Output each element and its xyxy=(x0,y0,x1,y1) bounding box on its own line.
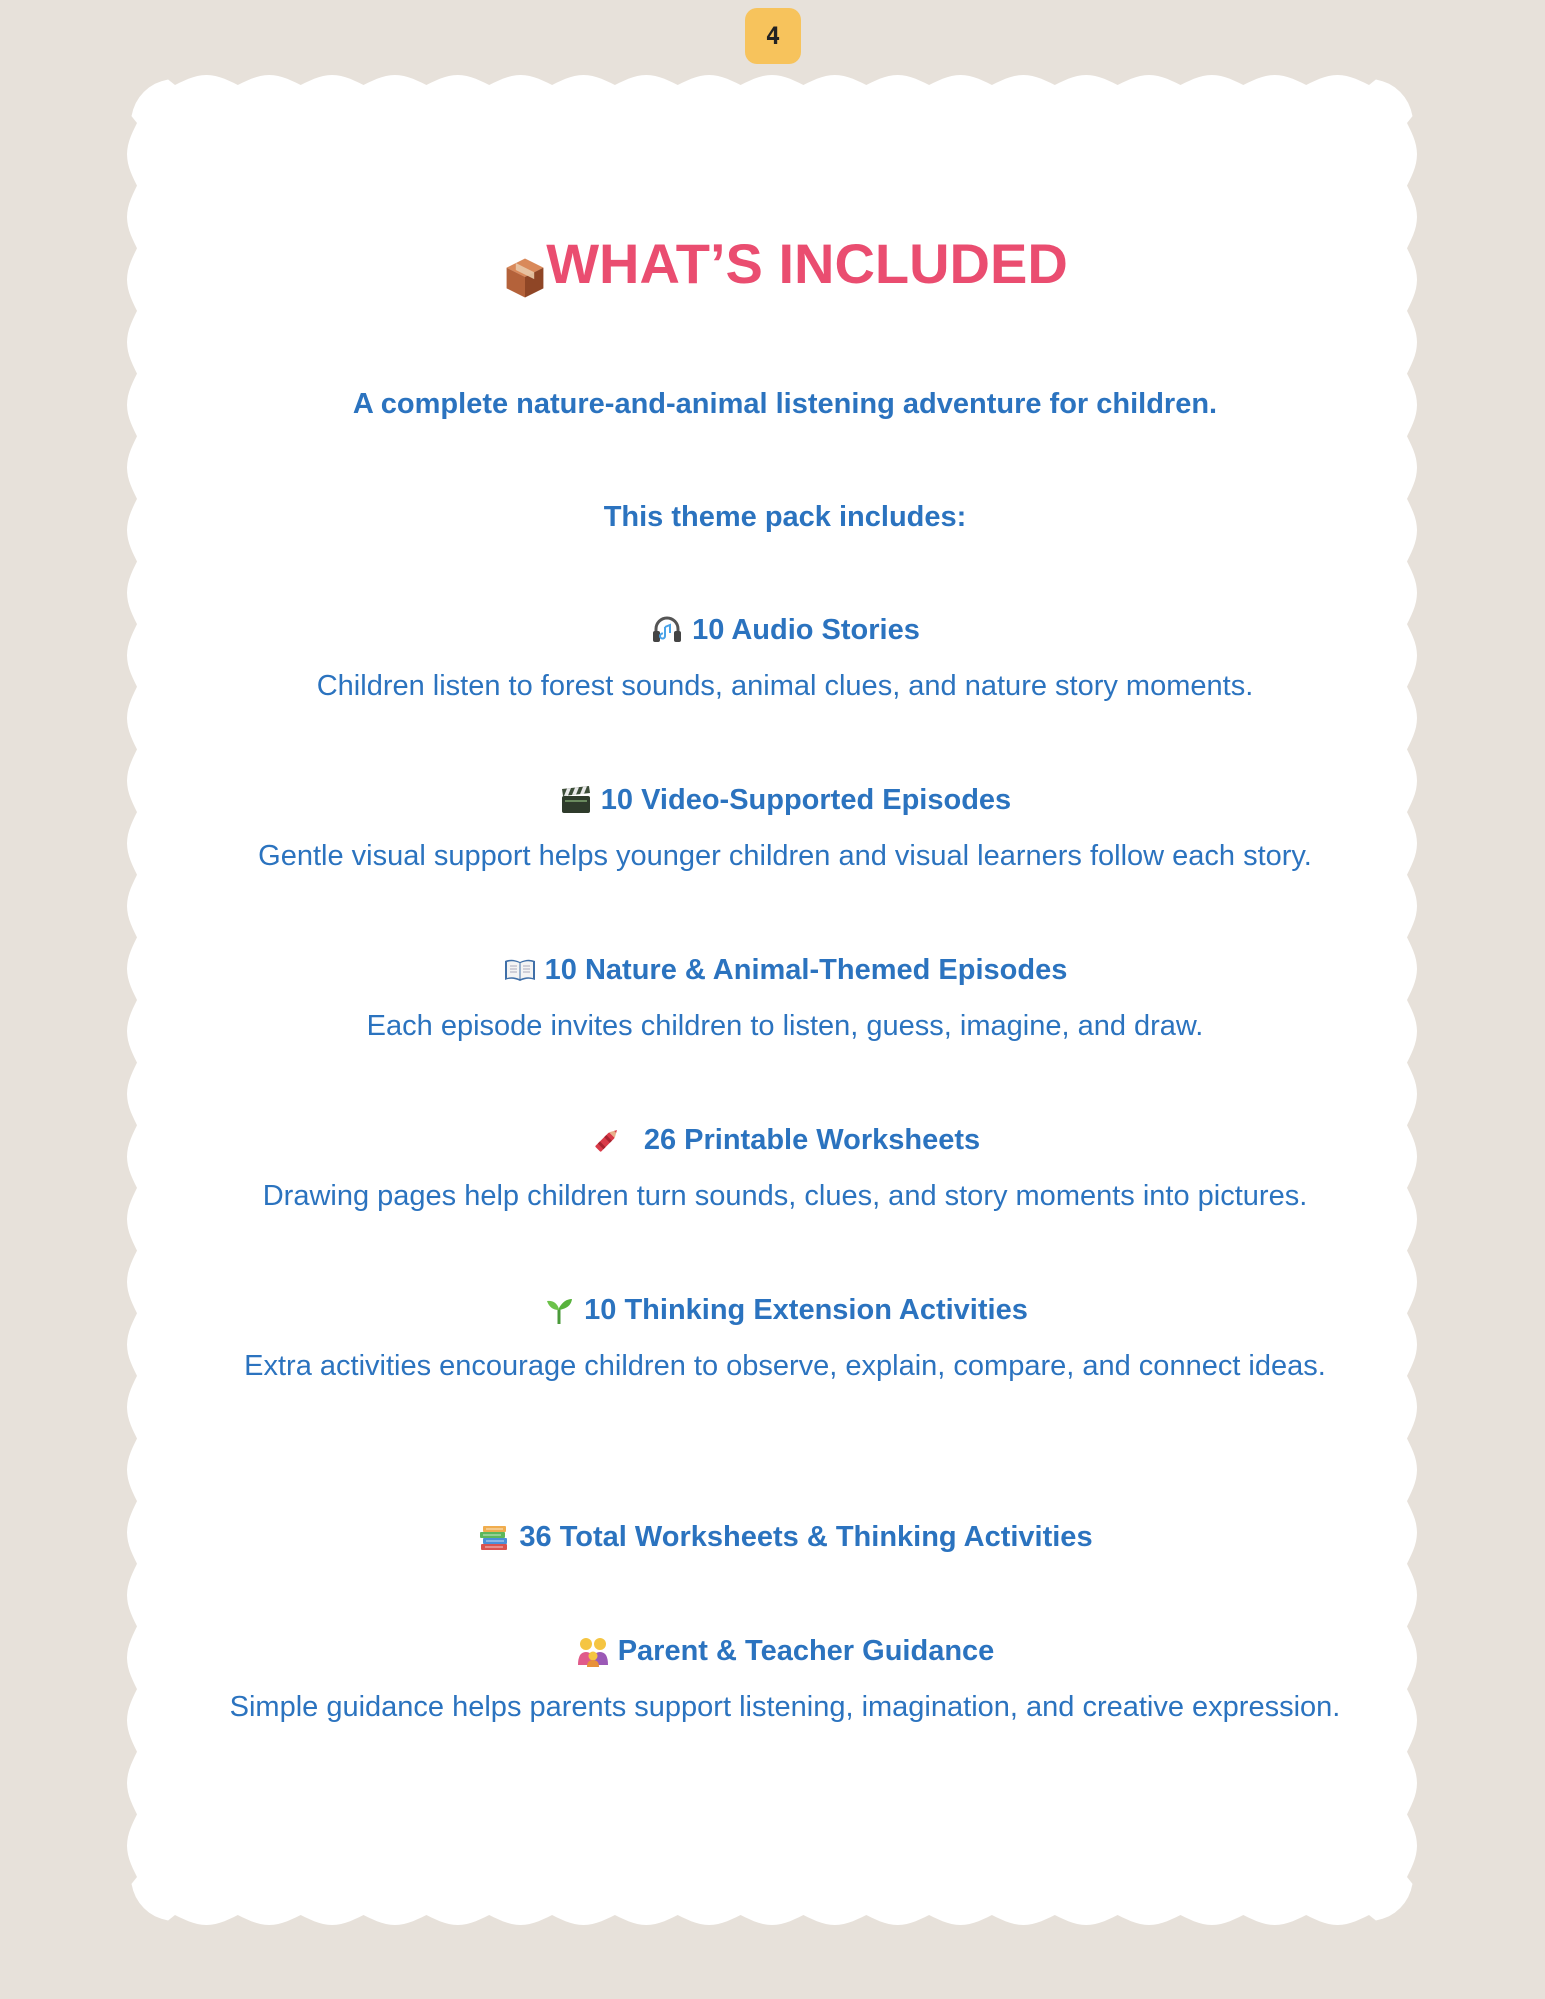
intro-text: A complete nature-and-animal listening adventure for children. xyxy=(352,388,1218,420)
item-description: Drawing pages help children turn sounds, clues, and story moments into pictures. xyxy=(262,1180,1308,1212)
open-book-icon xyxy=(503,953,537,987)
page-number: 4 xyxy=(765,22,781,50)
crayon-icon xyxy=(590,1123,624,1157)
title-text: WHAT’S INCLUDED xyxy=(546,232,1068,295)
page-title xyxy=(160,228,1410,300)
included-item xyxy=(160,1120,1410,1225)
item-description: Each episode invites children to listen, guess, imagine, and draw. xyxy=(366,1010,1204,1042)
item-heading: 36 Total Worksheets & Thinking Activities xyxy=(519,1521,1093,1553)
item-description: Extra activities encourage children to observe, explain, compare, and connect ideas. xyxy=(244,1350,1326,1382)
item-heading: 10 Nature & Animal-Themed Episodes xyxy=(544,954,1068,986)
item-description: Children listen to forest sounds, animal clues, and nature story moments. xyxy=(316,670,1254,702)
clapper-board-icon xyxy=(559,783,593,817)
family-icon xyxy=(576,1634,610,1668)
item-heading: 10 Video-Supported Episodes xyxy=(600,784,1012,816)
included-item xyxy=(160,610,1410,715)
item-description: Gentle visual support helps younger children and visual learners follow each story. xyxy=(258,840,1312,872)
included-item xyxy=(160,1290,1410,1395)
item-heading: Parent & Teacher Guidance xyxy=(617,1635,995,1667)
package-icon xyxy=(502,255,536,289)
seedling-icon xyxy=(542,1293,576,1327)
included-item xyxy=(160,950,1410,1055)
lead-text: This theme pack includes: xyxy=(603,501,967,533)
item-heading: 10 Audio Stories xyxy=(692,614,920,646)
item-heading: 10 Thinking Extension Activities xyxy=(584,1294,1028,1326)
included-item xyxy=(160,1631,1410,1736)
included-item xyxy=(160,780,1410,885)
included-item xyxy=(160,1517,1410,1557)
item-description: Simple guidance helps parents support listening, imagination, and creative expression. xyxy=(229,1691,1341,1723)
headphones-icon xyxy=(650,613,684,647)
item-heading: 26 Printable Worksheets xyxy=(643,1124,981,1156)
books-stack-icon xyxy=(477,1520,511,1554)
